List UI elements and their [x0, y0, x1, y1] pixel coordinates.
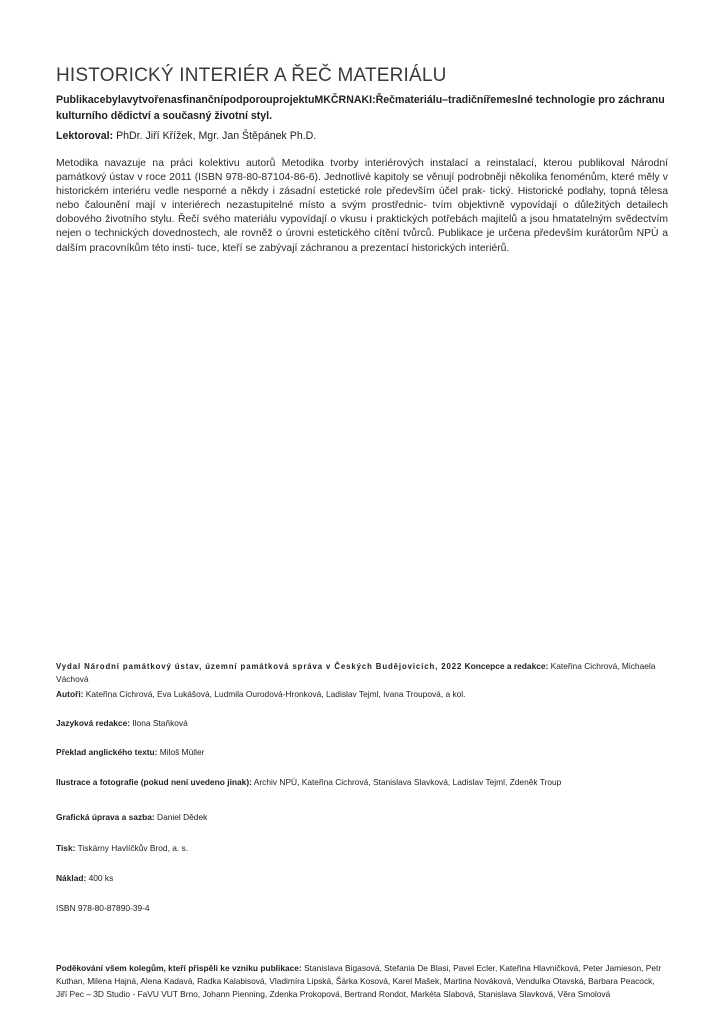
language-label: Jazyková redakce: — [56, 718, 131, 728]
thanks-value: Stanislava Bigasová, Stefania De Blasi, Pavel Ecler, Kateřina Hlavničková, Peter Jamieson, Petr Kuthan, Milena Hajná, Alena Kadavá, Radka Kalabisová, Vladimíra Lipská, Šárka Kosová, Karel Mašek, Martina Nováková, Vendulka Otavská, Barbara Peacock, Jiří Pec – 3D Studio - FaVU VUT Brno, Johann Pienning, Zdenka Prokopová, Bertrand Rondot, Markéta Slabová, Stanislava Slavková, Věra Smolová — [56, 963, 662, 999]
illustrations-value: Archiv NPÚ, Kateřina Cichrová, Stanislava Slavková, Ladislav Tejml, Zdeněk Troup — [253, 777, 562, 787]
illustrations-label: Ilustrace a fotografie (pokud není uvedeno jinak): — [56, 777, 252, 787]
concept-value: Kateřina Cichrová, Michaela Váchová — [56, 661, 656, 684]
imprint-isbn: ISBN 978-80-87890-39-4 — [56, 903, 150, 913]
print-value: Tiskárny Havlíčkův Brod, a. s. — [77, 843, 189, 853]
print-label: Tisk: — [56, 843, 76, 853]
abstract-paragraph: Metodika navazuje na práci kolektivu autorů Metodika tvorby interiérových instalací a reinstalací, kterou publikoval Národní památkový ústav v roce 2011 (ISBN 978-80-87104-86-6). Jednotlivé kapitoly se věnují podrobněji několika fenoménům, které měly v historickém interiéru vedle nesporné a někdy i zásadní estetické role především účel prak- tický. Historické podlahy, topná tělesa nebo čalounění mají v interiérech nezastupitelné místo a svým prostřednic- tvím objektivně vypovídají o důležitých detailech dobového životního stylu. Řečí svého materiálu vypovídají o vkusu i praktických potřebách majitelů a jsou hmatatelným svědectvím nejen o technických dovednostech, ale rovněž o úrovni estetického cítění tvůrců. Publikace je určena především kurátorům NPÚ a dalším pracovníkům této insti- tuce, kteří se zabývají záchranou a prezentací historických interiérů. — [56, 158, 668, 254]
authors-value: Kateřina Cichrová, Eva Lukášová, Ludmila Ourodová-Hronková, Ladislav Tejml, Ivana Troupová, a kol. — [85, 689, 466, 699]
funding-note: PublikacebylavytvořenasfinančnípodporouprojektuMKČRNAKI:Řečmateriálu–tradičnířemeslné technologie pro záchranu kulturního dědictví a současný životní styl. — [56, 94, 665, 122]
imprint-authors — [56, 688, 668, 701]
concept-label: Koncepce a redakce: — [464, 661, 549, 671]
reviewers-value: PhDr. Jiří Křížek, Mgr. Jan Štěpánek Ph.D. — [116, 130, 317, 142]
imprint-thanks — [56, 962, 668, 1001]
imprint-design — [56, 811, 668, 824]
translation-value: Miloš Müller — [159, 747, 205, 757]
design-value: Daniel Dědek — [157, 812, 208, 822]
run-label: Náklad: — [56, 873, 87, 883]
page-title: HISTORICKÝ INTERIÉR A ŘEČ MATERIÁLU — [56, 64, 447, 86]
publisher-line: Vydal Národní památkový ústav, územní památková správa v Českých Budějovicích, 2022 — [56, 662, 463, 671]
imprint-language — [56, 717, 668, 730]
thanks-label: Poděkování všem kolegům, kteří přispěli ke vzniku publikace: — [56, 963, 302, 973]
imprint-illustrations — [56, 776, 668, 789]
translation-label: Překlad anglického textu: — [56, 747, 158, 757]
imprint-publisher-concept — [56, 660, 668, 686]
imprint-translation — [56, 746, 668, 759]
imprint-run — [56, 872, 668, 885]
reviewers-label: Lektoroval: — [56, 130, 114, 142]
run-value: 400 ks — [88, 873, 114, 883]
reviewers-line — [56, 128, 668, 144]
imprint-print — [56, 842, 668, 855]
authors-label: Autoři: — [56, 689, 84, 699]
language-value: Ilona Staňková — [132, 718, 188, 728]
design-label: Grafická úprava a sazba: — [56, 812, 155, 822]
